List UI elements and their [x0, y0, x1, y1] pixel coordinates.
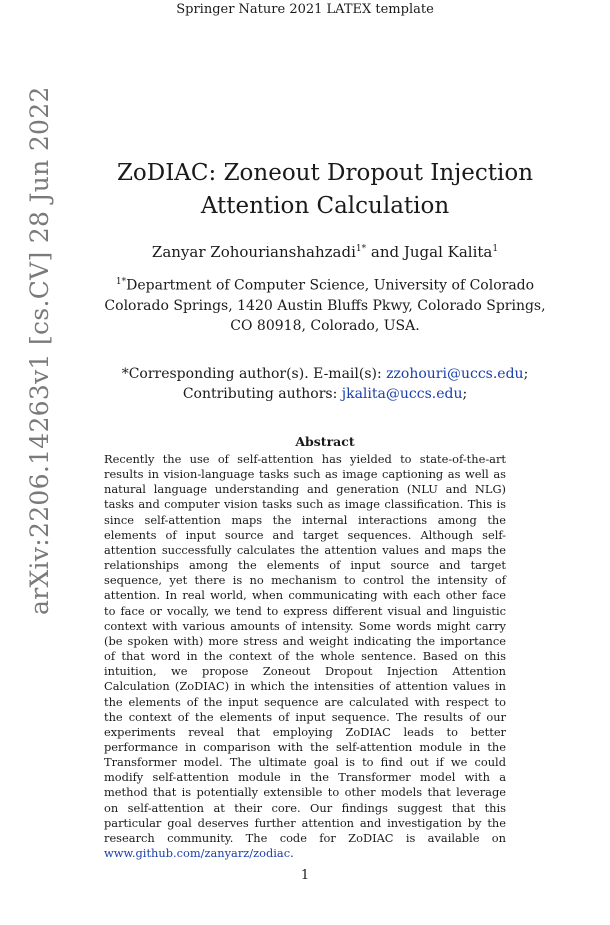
abstract-body — [104, 452, 506, 861]
affiliation — [90, 272, 560, 336]
arxiv-stamp: arXiv:2206.14263v1 [cs.CV] 28 Jun 2022 — [25, 86, 54, 615]
running-header: Springer Nature 2021 LATEX template — [176, 2, 434, 17]
code-repository-link[interactable]: www.github.com/zanyarz/zodiac — [104, 846, 291, 861]
title-line-2: Attention Calculation — [200, 193, 450, 219]
contact-info — [90, 364, 560, 404]
affiliation-mark: 1* — [115, 277, 127, 287]
affiliation-line-1 — [90, 272, 560, 296]
author-list — [90, 243, 560, 261]
contributing-line — [90, 384, 560, 404]
author-conjunction: and — [366, 243, 404, 261]
punctuation: . — [290, 846, 294, 861]
abstract-heading: Abstract — [295, 434, 355, 449]
author-name: Jugal Kalita — [403, 243, 493, 261]
punctuation: ; — [462, 386, 468, 402]
corresponding-label: *Corresponding author(s). E-mail(s): — [121, 366, 387, 382]
author-mark: 1 — [492, 244, 499, 254]
affiliation-line-3: CO 80918, Colorado, USA. — [230, 317, 420, 334]
paper-title — [90, 157, 560, 223]
punctuation: ; — [523, 366, 529, 382]
author-name: Zanyar Zohourianshahzadi — [151, 243, 356, 261]
title-line-1: ZoDIAC: Zoneout Dropout Injection — [116, 160, 534, 186]
abstract-text: Recently the use of self-attention has yielded to state-of-the-art results in vision-language tasks such as image captioning as well as natural language understanding and generation (NLU and NLG) tasks and computer vision tasks such as image classification. This is since self-attention maps the internal interactions among the elements of input source and target sequences. Although self-attention successfully calculates the attention values and maps the relationships among the elements of input source and target sequence, yet there is no mechanism to control the intensity of attention. In real world, when communicating with each other face to face or vocally, we tend to express different visual and linguistic context with various amounts of intensity. Some words might carry (be spoken with) more stress and weight indicating the importance of that word in the context of the whole sentence. Based on this intuition, we propose Zoneout Dropout Injection Attention Calculation (ZoDIAC) in which the intensities of attention values in the elements of the input sequence are calculated with respect to the context of the elements of input sequence. The results of our experiments reveal that employing ZoDIAC leads to better performance in comparison with the self-attention module in the Transformer model. The ultimate goal is to find out if we could modify self-attention module in the Transformer model with a method that is potentially extensible to other models that leverage on self-attention at their core. Our findings suggest that this particular goal deserves further attention and investigation by the research community. The code for ZoDIAC is available on — [104, 452, 506, 845]
author-mark: 1* — [355, 244, 367, 254]
affiliation-text: Department of Computer Science, University of Colorado — [126, 277, 535, 294]
corresponding-line — [90, 364, 560, 384]
contributing-email-link[interactable]: jkalita@uccs.edu — [341, 386, 463, 402]
affiliation-line-2: Colorado Springs, 1420 Austin Bluffs Pkwy, Colorado Springs, — [104, 297, 546, 314]
contributing-label: Contributing authors: — [182, 386, 342, 402]
page-number: 1 — [300, 868, 310, 883]
corresponding-email-link[interactable]: zzohouri@uccs.edu — [386, 366, 524, 382]
